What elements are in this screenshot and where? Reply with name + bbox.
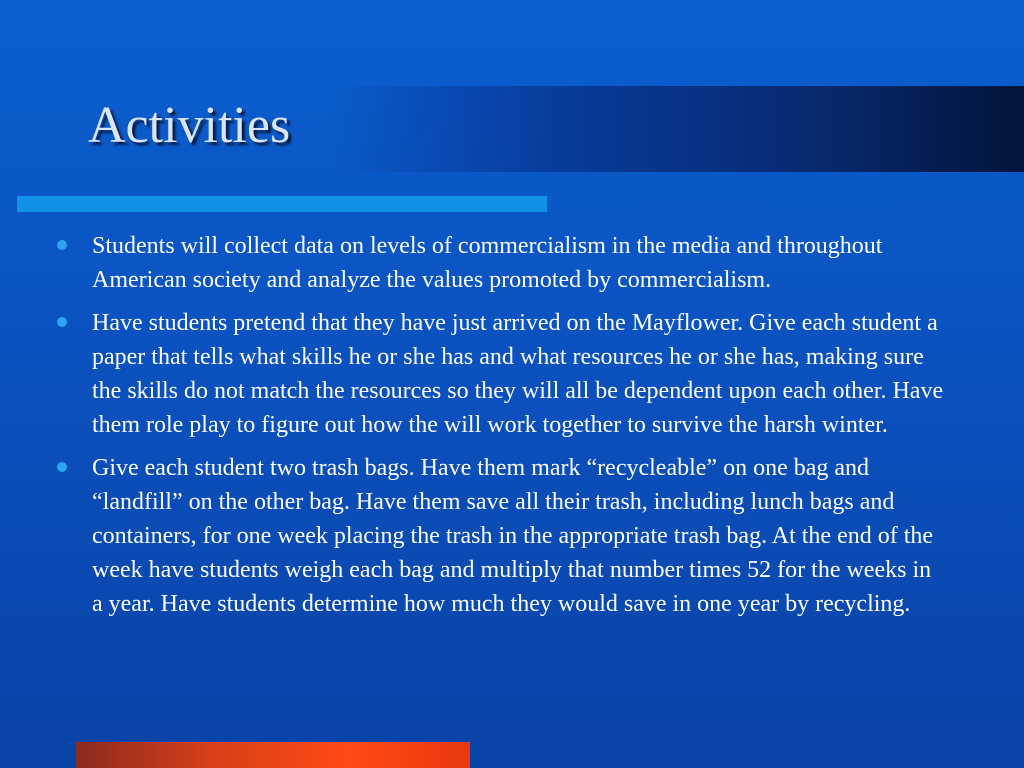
bullet-text: Have students pretend that they have just arrived on the Mayflower. Give each student a paper that tells what skills he or she has and what resources he or she has, making sure the skills do not match the resources so they will all be dependent upon each other. Have them role play to figure out how the will work together to survive the harsh winter.: [92, 310, 944, 438]
bullet-item: [54, 306, 944, 442]
bullet-list: [54, 229, 944, 630]
bullet-dot-icon: [57, 240, 67, 250]
title-accent-bar: [17, 196, 547, 212]
bullet-item: [54, 451, 944, 621]
bullet-text: Give each student two trash bags. Have them mark “recycleable” on one bag and “landfill” on the other bag. Have them save all their trash, including lunch bags and containers, for one week placing the trash in the appropriate trash bag. At the end of the week have students weigh each bag and multiply that number times 52 for the weeks in a year. Have students determine how much they would save in one year by recycling.: [92, 455, 934, 617]
bullet-dot-icon: [57, 462, 67, 472]
bullet-text: Students will collect data on levels of commercialism in the media and throughout American society and analyze the values promoted by commercialism.: [92, 233, 883, 293]
title-gradient-band: [330, 86, 1024, 172]
bottom-accent-band: [76, 742, 470, 768]
bullet-dot-icon: [57, 317, 67, 327]
slide-title: Activities: [88, 97, 291, 154]
bullet-item: [54, 229, 944, 297]
